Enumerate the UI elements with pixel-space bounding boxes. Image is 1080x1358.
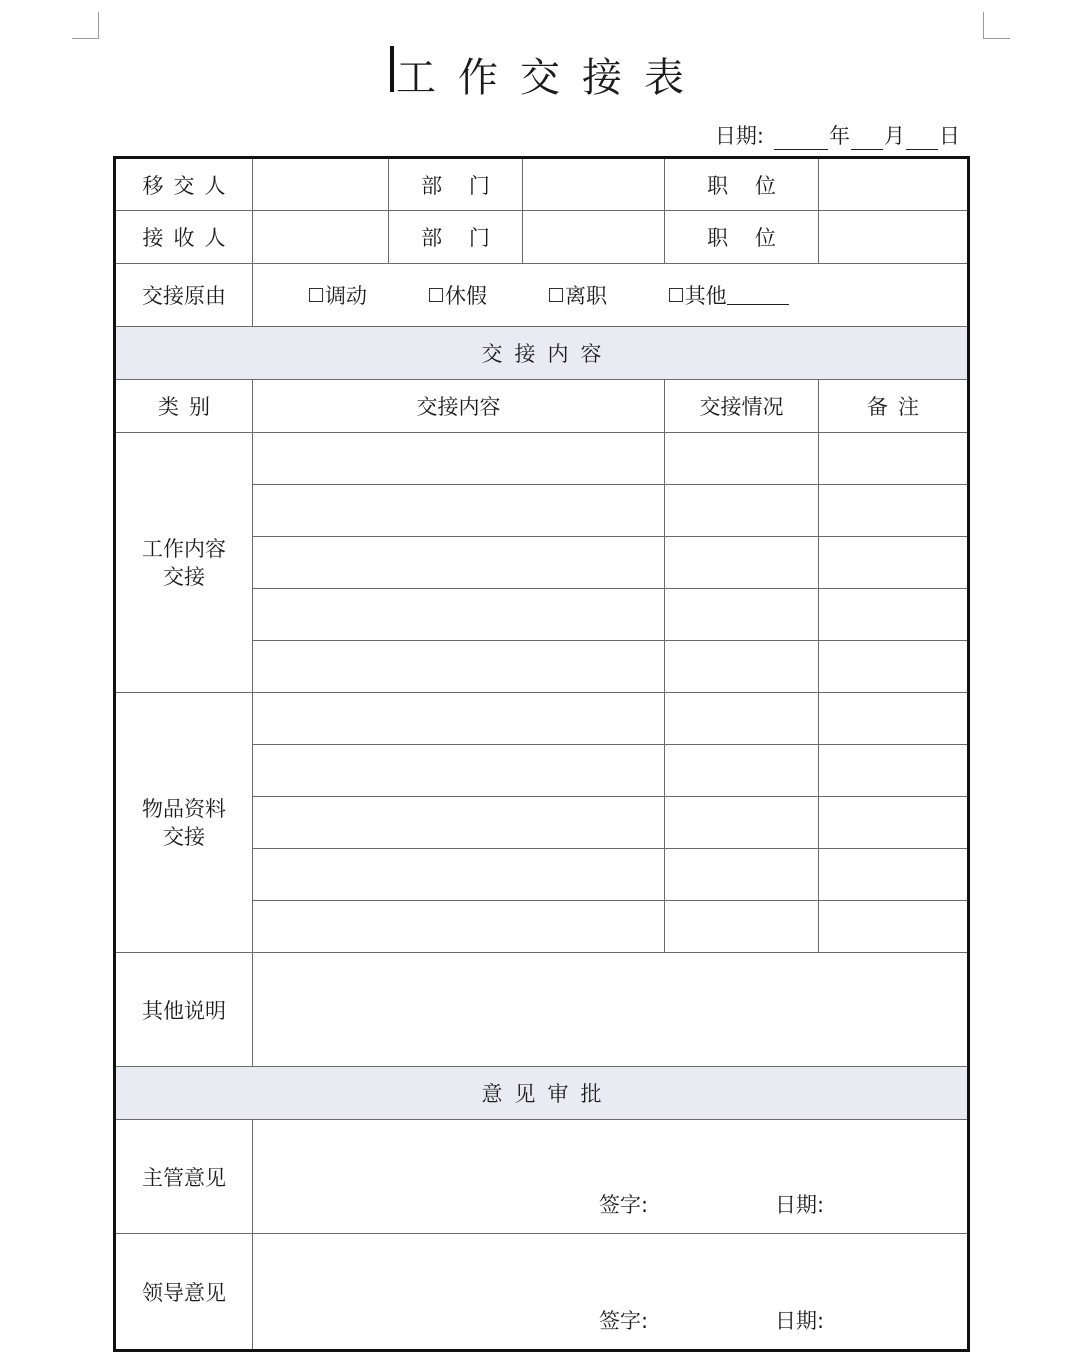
reason-option-label: 离职 (565, 284, 607, 308)
checkbox-icon[interactable] (549, 288, 563, 302)
table-row (115, 953, 969, 1067)
remark-cell[interactable] (819, 849, 969, 901)
remark-cell[interactable] (819, 745, 969, 797)
day-blank[interactable] (906, 129, 938, 150)
content-cell[interactable] (253, 745, 665, 797)
status-cell[interactable] (665, 537, 819, 589)
remark-cell[interactable] (819, 797, 969, 849)
other-notes-label: 其他说明 (115, 953, 253, 1067)
remark-cell[interactable] (819, 589, 969, 641)
table-row (115, 433, 969, 485)
day-label: 日 (939, 124, 960, 148)
position-label-text: 职 位 (707, 173, 776, 198)
remark-cell[interactable] (819, 641, 969, 693)
status-cell[interactable] (665, 693, 819, 745)
year-label: 年 (829, 124, 850, 148)
table-row (115, 158, 969, 211)
page-corner-mark-left (72, 12, 99, 39)
receiver-field[interactable] (253, 211, 389, 264)
dept-label-text: 部 门 (421, 226, 490, 250)
sign-date-label: 日期: (775, 1193, 825, 1217)
table-row (115, 211, 969, 264)
content-cell[interactable] (253, 849, 665, 901)
status-cell[interactable] (665, 485, 819, 537)
supervisor-opinion-field[interactable] (253, 1120, 969, 1234)
content-cell[interactable] (253, 797, 665, 849)
content-cell[interactable] (253, 537, 665, 589)
year-blank[interactable] (774, 129, 828, 150)
group-label-work (115, 433, 253, 693)
handover-dept-label (389, 158, 523, 211)
section-header-approval: 意见审批 (115, 1067, 969, 1120)
signature-label: 签字: (599, 1193, 649, 1217)
reason-option-label: 其他 (684, 284, 727, 308)
handover-form-table (113, 156, 970, 1352)
sign-date-label: 日期: (775, 1309, 825, 1333)
remark-cell[interactable] (819, 485, 969, 537)
receiver-position-field[interactable] (819, 211, 969, 264)
date-label: 日期: (714, 124, 764, 148)
reason-option-transfer[interactable] (309, 280, 429, 310)
status-cell[interactable] (665, 589, 819, 641)
handover-dept-field[interactable] (523, 158, 665, 211)
remark-cell[interactable] (819, 901, 969, 953)
receiver-label: 接收人 (115, 211, 253, 264)
month-label: 月 (884, 124, 905, 148)
group-label-line: 物品资料 (142, 796, 226, 821)
page-corner-mark-right (983, 12, 1010, 39)
table-row (115, 1234, 969, 1351)
other-reason-blank[interactable] (727, 286, 789, 305)
table-row (115, 1120, 969, 1234)
content-cell[interactable] (253, 485, 665, 537)
checkbox-icon[interactable] (429, 288, 443, 302)
status-cell[interactable] (665, 433, 819, 485)
reason-option-leave[interactable] (429, 280, 549, 310)
column-header-category: 类别 (115, 380, 253, 433)
group-label-line: 工作内容 (142, 536, 226, 561)
supervisor-opinion-label: 主管意见 (115, 1120, 253, 1234)
column-header-remark: 备注 (819, 380, 969, 433)
date-line (715, 120, 960, 150)
checkbox-icon[interactable] (669, 288, 683, 302)
status-cell[interactable] (665, 901, 819, 953)
remark-cell[interactable] (819, 537, 969, 589)
reason-options (253, 264, 969, 327)
group-label-line: 交接 (163, 564, 205, 589)
status-cell[interactable] (665, 797, 819, 849)
reason-label: 交接原由 (115, 264, 253, 327)
table-row (115, 264, 969, 327)
receiver-dept-field[interactable] (523, 211, 665, 264)
status-cell[interactable] (665, 641, 819, 693)
signature-label: 签字: (599, 1309, 649, 1333)
status-cell[interactable] (665, 849, 819, 901)
month-blank[interactable] (851, 129, 883, 150)
reason-option-label: 调动 (325, 284, 367, 308)
content-cell[interactable] (253, 901, 665, 953)
checkbox-icon[interactable] (309, 288, 323, 302)
leader-opinion-field[interactable] (253, 1234, 969, 1351)
remark-cell[interactable] (819, 433, 969, 485)
remark-cell[interactable] (819, 693, 969, 745)
column-header-status: 交接情况 (665, 380, 819, 433)
reason-option-other[interactable] (669, 280, 789, 310)
status-cell[interactable] (665, 745, 819, 797)
position-label-text: 职 位 (707, 226, 776, 250)
document-title[interactable]: 工作交接表 (396, 55, 706, 101)
content-cell[interactable] (253, 641, 665, 693)
dept-label-text: 部 门 (421, 173, 490, 198)
content-cell[interactable] (253, 589, 665, 641)
table-row (115, 693, 969, 745)
table-row (115, 1067, 969, 1120)
receiver-position-label (665, 211, 819, 264)
table-row (115, 327, 969, 380)
group-label-line: 交接 (163, 824, 205, 849)
handover-person-label: 移交人 (115, 158, 253, 211)
content-cell[interactable] (253, 433, 665, 485)
content-cell[interactable] (253, 693, 665, 745)
other-notes-field[interactable] (253, 953, 969, 1067)
reason-option-resign[interactable] (549, 280, 669, 310)
section-header-content: 交接内容 (115, 327, 969, 380)
column-header-content: 交接内容 (253, 380, 665, 433)
handover-position-label (665, 158, 819, 211)
handover-person-field[interactable] (253, 158, 389, 211)
group-label-items (115, 693, 253, 953)
handover-position-field[interactable] (819, 158, 969, 211)
leader-opinion-label: 领导意见 (115, 1234, 253, 1351)
table-row (115, 380, 969, 433)
reason-option-label: 休假 (445, 284, 487, 308)
receiver-dept-label (389, 211, 523, 264)
